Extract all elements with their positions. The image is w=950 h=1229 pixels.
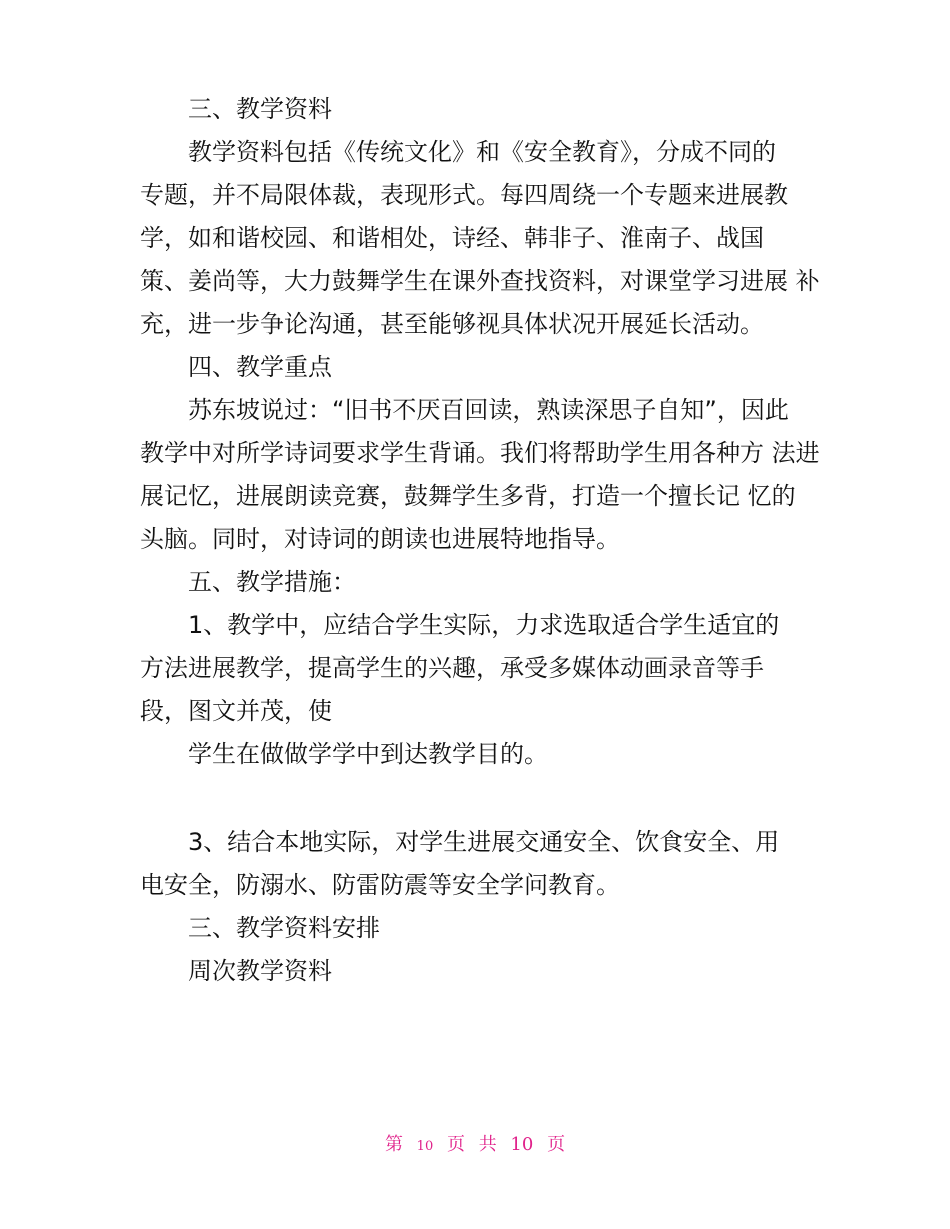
blank-line (140, 776, 820, 821)
footer-gong: 共 (478, 1134, 497, 1155)
footer-ye: 页 (446, 1134, 465, 1155)
section-heading: 五、教学措施： (188, 568, 356, 596)
paragraph-line: 充，进一步争论沟通，甚至能够视具体状况开展延长活动。 (140, 310, 764, 338)
paragraph-line: 头脑。同时，对诗词的朗读也进展特地指导。 (140, 525, 620, 553)
document-body (140, 88, 820, 993)
paragraph-line: 1、教学中，应结合学生实际，力求选取适合学生适宜的 (188, 611, 780, 639)
paragraph-line: 周次教学资料 (188, 957, 332, 985)
footer-ye-2: 页 (547, 1134, 566, 1155)
paragraph-line: 方法进展教学，提高学生的兴趣，承受多媒体动画录音等手 (140, 654, 764, 682)
paragraph-line: 教学中对所学诗词要求学生背诵。我们将帮助学生用各种方 法进 (140, 439, 820, 467)
paragraph-line: 电安全，防溺水、防雷防震等安全学问教育。 (140, 871, 620, 899)
section-heading: 三、教学资料安排 (188, 914, 380, 942)
paragraph-line: 教学资料包括《传统文化》和《安全教育》，分成不同的 (188, 138, 776, 166)
footer-total-pages: 10 (510, 1134, 534, 1155)
paragraph-line: 策、姜尚等，大力鼓舞学生在课外查找资料，对课堂学习进展 补 (140, 267, 820, 295)
paragraph-line: 学，如和谐校园、和谐相处，诗经、韩非子、淮南子、战国 (140, 224, 764, 252)
page-footer (0, 1132, 950, 1160)
paragraph-line: 专题，并不局限体裁，表现形式。每四周绕一个专题来进展教 (140, 181, 788, 209)
paragraph-line: 段，图文并茂，使 (140, 697, 332, 725)
paragraph-line: 苏东坡说过：“旧书不厌百回读，熟读深思子自知”，因此 (188, 396, 789, 424)
section-heading: 三、教学资料 (188, 95, 332, 123)
paragraph-line: 3、结合本地实际，对学生进展交通安全、饮食安全、用 (188, 828, 780, 856)
footer-di: 第 (384, 1134, 403, 1155)
section-heading: 四、教学重点 (188, 353, 332, 381)
footer-page-number: 10 (416, 1139, 434, 1154)
paragraph-line: 学生在做做学学中到达教学目的。 (188, 740, 548, 768)
paragraph-line: 展记忆，进展朗读竞赛，鼓舞学生多背，打造一个擅长记 忆的 (140, 482, 796, 510)
